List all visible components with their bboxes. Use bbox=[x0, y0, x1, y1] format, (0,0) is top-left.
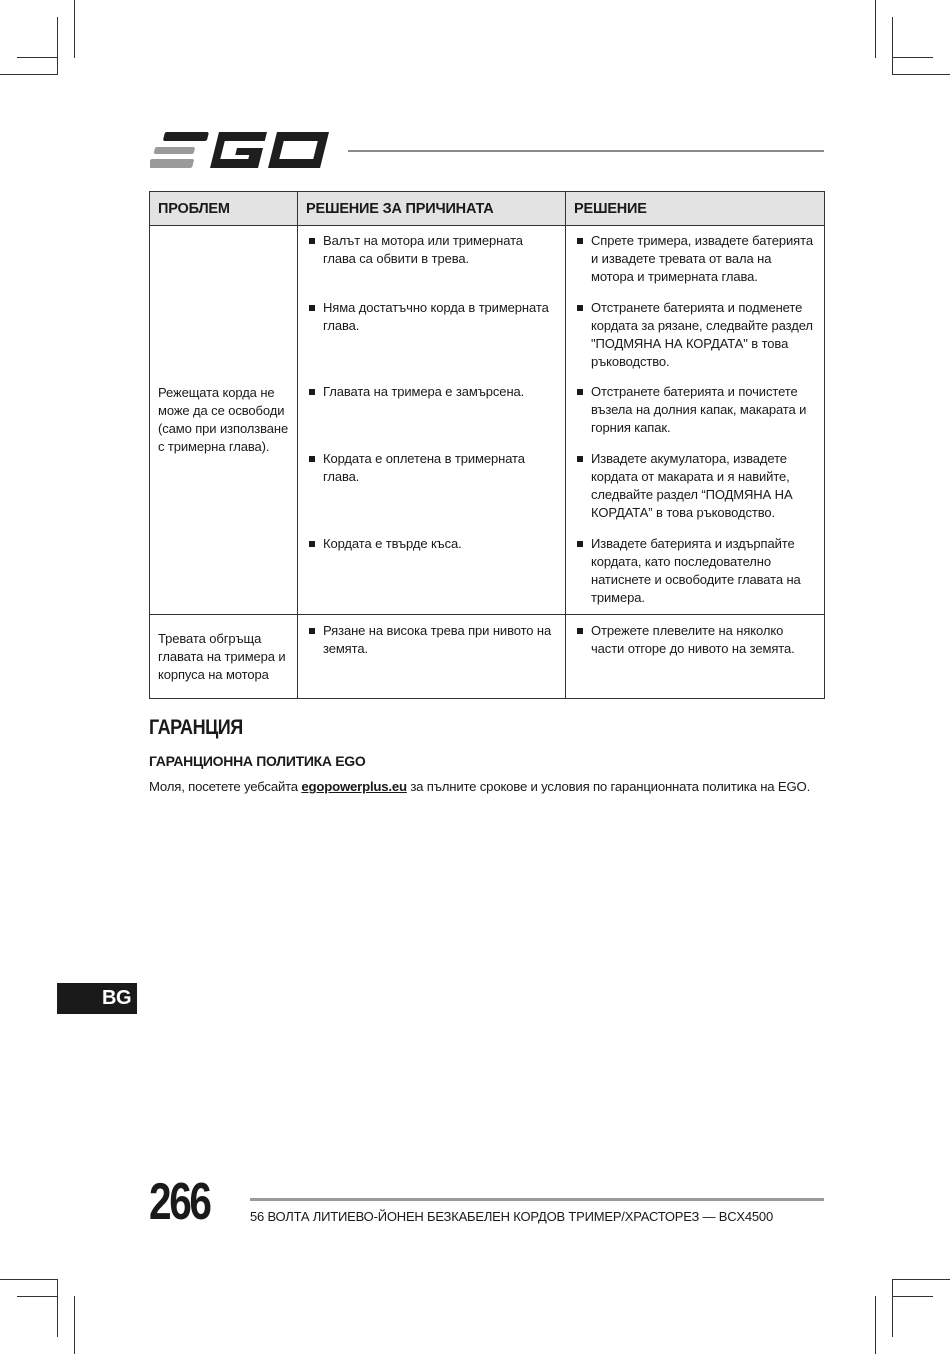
solution-item: Извадете акумулатора, извадете кордата от макарата и я навийте, следвайте раздел “ПОДМЯНА НА КОРДАТА” в това ръководство. bbox=[566, 450, 824, 522]
crop-mark bbox=[875, 0, 876, 58]
crop-mark bbox=[875, 1296, 876, 1354]
warranty-text bbox=[149, 779, 810, 794]
language-label: BG bbox=[102, 987, 131, 1009]
solution-item: Отстранете батерията и почистете възела на долния капак, макарата и горния капак. bbox=[566, 383, 824, 437]
crop-mark bbox=[17, 1296, 58, 1297]
cause-cell bbox=[298, 226, 566, 615]
solution-cell bbox=[566, 226, 825, 615]
solution-item: Извадете батерията и издърпайте кордата, като последователно натиснете и освободите главата на тримера. bbox=[566, 535, 824, 607]
warranty-link[interactable]: egopowerplus.eu bbox=[301, 779, 407, 794]
header-rule bbox=[348, 150, 824, 152]
troubleshooting-table bbox=[149, 191, 825, 699]
cause-cell bbox=[298, 615, 566, 699]
crop-mark bbox=[74, 0, 75, 58]
crop-mark bbox=[892, 17, 893, 74]
crop-mark bbox=[892, 74, 950, 75]
solution-item: Спрете тримера, извадете батерията и извадете тревата от вала на мотора и тримерната глава. bbox=[566, 232, 824, 286]
solution-item: Отрежете плевелите на няколко части отгоре до нивото на земята. bbox=[566, 622, 824, 658]
table-row bbox=[150, 226, 825, 615]
crop-mark bbox=[57, 17, 58, 74]
footer-title: 56 ВОЛТА ЛИТИЕВО-ЙОНЕН БЕЗКАБЕЛЕН КОРДОВ ТРИМЕР/ХРАСТОРЕЗ — BCX4500 bbox=[250, 1209, 773, 1224]
cause-item: Валът на мотора или тримерната глава са обвити в трева. bbox=[298, 232, 565, 268]
cause-item: Главата на тримера е замърсена. bbox=[298, 383, 565, 401]
footer-rule bbox=[250, 1198, 824, 1201]
section-subtitle: ГАРАНЦИОННА ПОЛИТИКА EGO bbox=[149, 753, 366, 769]
solution-cell bbox=[566, 615, 825, 699]
crop-mark bbox=[892, 1279, 950, 1280]
cause-item: Кордата е твърде къса. bbox=[298, 535, 565, 553]
solution-item: Отстранете батерията и подменете кордата за рязане, следвайте раздел "ПОДМЯНА НА КОРДАТА" в това ръководство. bbox=[566, 299, 824, 371]
crop-mark bbox=[892, 1280, 893, 1337]
page-number: 266 bbox=[149, 1173, 210, 1231]
cause-item: Кордата е оплетена в тримерната глава. bbox=[298, 450, 565, 486]
crop-mark bbox=[57, 1280, 58, 1337]
crop-mark bbox=[892, 1296, 933, 1297]
warranty-text-after: за пълните срокове и условия по гаранционната политика на EGO. bbox=[406, 779, 811, 794]
crop-mark bbox=[0, 74, 58, 75]
crop-mark bbox=[17, 57, 58, 58]
ego-logo bbox=[150, 128, 332, 172]
crop-mark bbox=[892, 57, 933, 58]
warranty-text-before: Моля, посетете уебсайта bbox=[149, 779, 302, 794]
cause-item: Няма достатъчно корда в тримерната глава. bbox=[298, 299, 565, 335]
header-solution: РЕШЕНИЕ bbox=[566, 192, 825, 226]
crop-mark bbox=[74, 1296, 75, 1354]
crop-mark bbox=[0, 1279, 58, 1280]
cause-item: Рязане на висока трева при нивото на земята. bbox=[298, 622, 565, 658]
section-title: ГАРАНЦИЯ bbox=[149, 716, 243, 739]
table-row bbox=[150, 615, 825, 699]
header-problem: ПРОБЛЕМ bbox=[150, 192, 298, 226]
language-tab bbox=[57, 983, 137, 1014]
table-header-row bbox=[150, 192, 825, 226]
problem-cell: Тревата обгръща главата на тримера и корпуса на мотора bbox=[150, 615, 298, 699]
header-cause: РЕШЕНИЕ ЗА ПРИЧИНАТА bbox=[298, 192, 566, 226]
problem-cell: Режещата корда не може да се освободи (само при използване с тримерна глава). bbox=[150, 226, 298, 615]
